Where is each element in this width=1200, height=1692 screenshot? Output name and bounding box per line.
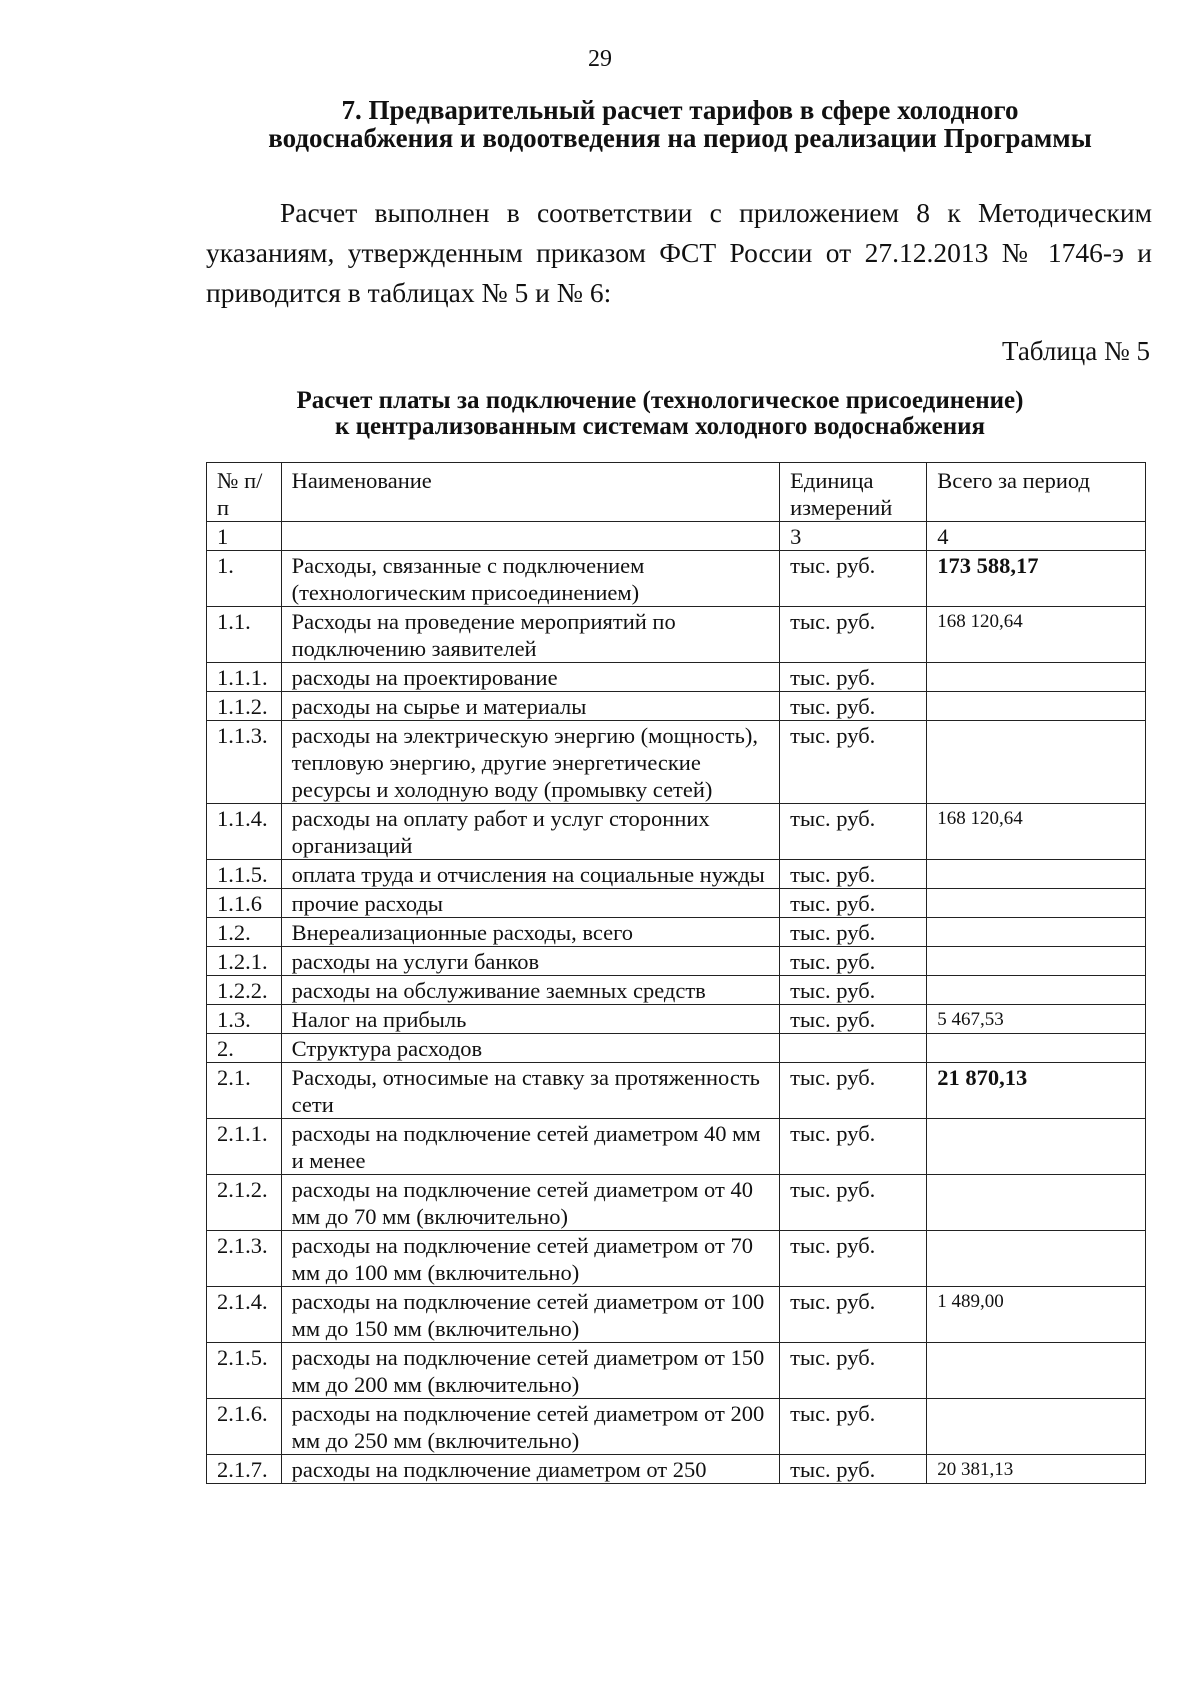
row-total-cell (927, 1034, 1146, 1063)
row-total-cell: 173 588,17 (927, 551, 1146, 607)
table-row (207, 607, 1146, 663)
column-number-row (207, 522, 1146, 551)
column-number-cell: 3 (780, 522, 927, 551)
row-total-cell: 5 467,53 (927, 1005, 1146, 1034)
table-row (207, 1455, 1146, 1484)
row-number-cell: 2.1.2. (207, 1175, 282, 1231)
row-number-cell: 2. (207, 1034, 282, 1063)
column-number-cell: 1 (207, 522, 282, 551)
row-total-cell (927, 721, 1146, 804)
row-total-cell (927, 860, 1146, 889)
row-name-cell: расходы на подключение сетей диаметром от 70 мм до 100 мм (включительно) (281, 1231, 780, 1287)
table-row (207, 721, 1146, 804)
row-name-cell: расходы на услуги банков (281, 947, 780, 976)
table-row (207, 976, 1146, 1005)
row-unit-cell: тыс. руб. (780, 804, 927, 860)
row-number-cell: 2.1.4. (207, 1287, 282, 1343)
table-row (207, 663, 1146, 692)
row-total-cell (927, 1231, 1146, 1287)
table-row (207, 947, 1146, 976)
row-unit-cell: тыс. руб. (780, 551, 927, 607)
table-row (207, 1343, 1146, 1399)
column-number-cell (281, 522, 780, 551)
row-unit-cell: тыс. руб. (780, 692, 927, 721)
row-unit-cell: тыс. руб. (780, 860, 927, 889)
table-title-line: к централизованным системам холодного водоснабжения (334, 413, 986, 440)
row-total-cell (927, 976, 1146, 1005)
row-name-cell: расходы на подключение сетей диаметром от 100 мм до 150 мм (включительно) (281, 1287, 780, 1343)
table-row (207, 1119, 1146, 1175)
table-row (207, 1399, 1146, 1455)
row-name-cell: Структура расходов (281, 1034, 780, 1063)
header-cell-total: Всего за период (927, 463, 1146, 522)
row-number-cell: 2.1.6. (207, 1399, 282, 1455)
table-row (207, 1034, 1146, 1063)
table-row (207, 918, 1146, 947)
row-total-cell (927, 1175, 1146, 1231)
table-row (207, 804, 1146, 860)
header-cell-unit: Единица измерений (780, 463, 927, 522)
table-row (207, 692, 1146, 721)
row-unit-cell: тыс. руб. (780, 889, 927, 918)
row-number-cell: 2.1. (207, 1063, 282, 1119)
row-name-cell: расходы на сырье и материалы (281, 692, 780, 721)
row-name-cell: расходы на электрическую энергию (мощность), тепловую энергию, другие энергетические ресурсы и холодную воду (промывку сетей) (281, 721, 780, 804)
row-number-cell: 1.1.6 (207, 889, 282, 918)
row-total-cell: 1 489,00 (927, 1287, 1146, 1343)
row-unit-cell: тыс. руб. (780, 947, 927, 976)
row-name-cell: Налог на прибыль (281, 1005, 780, 1034)
row-total-cell: 21 870,13 (927, 1063, 1146, 1119)
page-number: 29 (588, 46, 612, 72)
row-unit-cell: тыс. руб. (780, 976, 927, 1005)
row-total-cell: 168 120,64 (927, 607, 1146, 663)
row-name-cell: оплата труда и отчисления на социальные нужды (281, 860, 780, 889)
row-total-cell (927, 1399, 1146, 1455)
row-number-cell: 1.1. (207, 607, 282, 663)
row-total-cell (927, 1343, 1146, 1399)
table-row (207, 889, 1146, 918)
header-cell-name: Наименование (281, 463, 780, 522)
row-total-cell: 20 381,13 (927, 1455, 1146, 1484)
row-name-cell: расходы на оплату работ и услуг сторонних организаций (281, 804, 780, 860)
row-unit-cell: тыс. руб. (780, 1399, 927, 1455)
section-heading-line: водоснабжения и водоотведения на период реализации Программы (268, 123, 1092, 153)
row-number-cell: 1.1.5. (207, 860, 282, 889)
cost-table (206, 462, 1146, 1484)
row-name-cell: расходы на подключение сетей диаметром от 40 мм до 70 мм (включительно) (281, 1175, 780, 1231)
table-row (207, 1287, 1146, 1343)
row-number-cell: 1.2.1. (207, 947, 282, 976)
row-total-cell (927, 1119, 1146, 1175)
row-number-cell: 2.1.1. (207, 1119, 282, 1175)
row-name-cell: Расходы, относимые на ставку за протяженность сети (281, 1063, 780, 1119)
row-number-cell: 2.1.3. (207, 1231, 282, 1287)
intro-text: Расчет выполнен в соответствии с приложением 8 к Методическим указаниям, утвержденным приказом ФСТ России от 27.12.2013 № 1746-э и приводится в таблицах № 5 и № 6: (206, 197, 1152, 308)
row-unit-cell: тыс. руб. (780, 607, 927, 663)
row-unit-cell: тыс. руб. (780, 1231, 927, 1287)
row-total-cell: 168 120,64 (927, 804, 1146, 860)
row-unit-cell: тыс. руб. (780, 1343, 927, 1399)
table-title-line: Расчет платы за подключение (технологическое присоединение) (296, 387, 1024, 414)
row-total-cell (927, 889, 1146, 918)
row-unit-cell (780, 1034, 927, 1063)
row-unit-cell: тыс. руб. (780, 721, 927, 804)
row-name-cell: расходы на подключение сетей диаметром от 200 мм до 250 мм (включительно) (281, 1399, 780, 1455)
row-name-cell: расходы на проектирование (281, 663, 780, 692)
row-name-cell: расходы на подключение сетей диаметром 40 мм и менее (281, 1119, 780, 1175)
table-header-row (207, 463, 1146, 522)
row-total-cell (927, 663, 1146, 692)
row-number-cell: 1.2.2. (207, 976, 282, 1005)
table-row (207, 1175, 1146, 1231)
row-name-cell: Внереализационные расходы, всего (281, 918, 780, 947)
row-number-cell: 1.1.3. (207, 721, 282, 804)
table-row (207, 1063, 1146, 1119)
header-cell-number: № п/п (207, 463, 282, 522)
row-unit-cell: тыс. руб. (780, 918, 927, 947)
table-row (207, 1005, 1146, 1034)
row-number-cell: 1.1.1. (207, 663, 282, 692)
row-unit-cell: тыс. руб. (780, 1063, 927, 1119)
row-name-cell: расходы на подключение сетей диаметром от 150 мм до 200 мм (включительно) (281, 1343, 780, 1399)
row-name-cell: расходы на подключение диаметром от 250 (281, 1455, 780, 1484)
column-number-cell: 4 (927, 522, 1146, 551)
row-name-cell: Расходы, связанные с подключением (технологическим присоединением) (281, 551, 780, 607)
table-number: Таблица № 5 (1002, 336, 1150, 366)
row-number-cell: 1.1.2. (207, 692, 282, 721)
row-name-cell: прочие расходы (281, 889, 780, 918)
row-total-cell (927, 947, 1146, 976)
section-heading (240, 96, 1120, 152)
row-number-cell: 2.1.7. (207, 1455, 282, 1484)
table-row (207, 551, 1146, 607)
section-heading-line: 7. Предварительный расчет тарифов в сфере холодного (341, 95, 1019, 125)
row-unit-cell: тыс. руб. (780, 1287, 927, 1343)
row-number-cell: 1.2. (207, 918, 282, 947)
row-unit-cell: тыс. руб. (780, 1119, 927, 1175)
table-row (207, 860, 1146, 889)
row-total-cell (927, 692, 1146, 721)
row-number-cell: 1. (207, 551, 282, 607)
intro-paragraph (206, 193, 1152, 313)
row-name-cell: Расходы на проведение мероприятий по подключению заявителей (281, 607, 780, 663)
row-name-cell: расходы на обслуживание заемных средств (281, 976, 780, 1005)
row-unit-cell: тыс. руб. (780, 1455, 927, 1484)
row-unit-cell: тыс. руб. (780, 1005, 927, 1034)
row-number-cell: 1.1.4. (207, 804, 282, 860)
row-number-cell: 2.1.5. (207, 1343, 282, 1399)
row-unit-cell: тыс. руб. (780, 1175, 927, 1231)
table-row (207, 1231, 1146, 1287)
row-total-cell (927, 918, 1146, 947)
row-number-cell: 1.3. (207, 1005, 282, 1034)
row-unit-cell: тыс. руб. (780, 663, 927, 692)
table-title (160, 388, 1160, 440)
